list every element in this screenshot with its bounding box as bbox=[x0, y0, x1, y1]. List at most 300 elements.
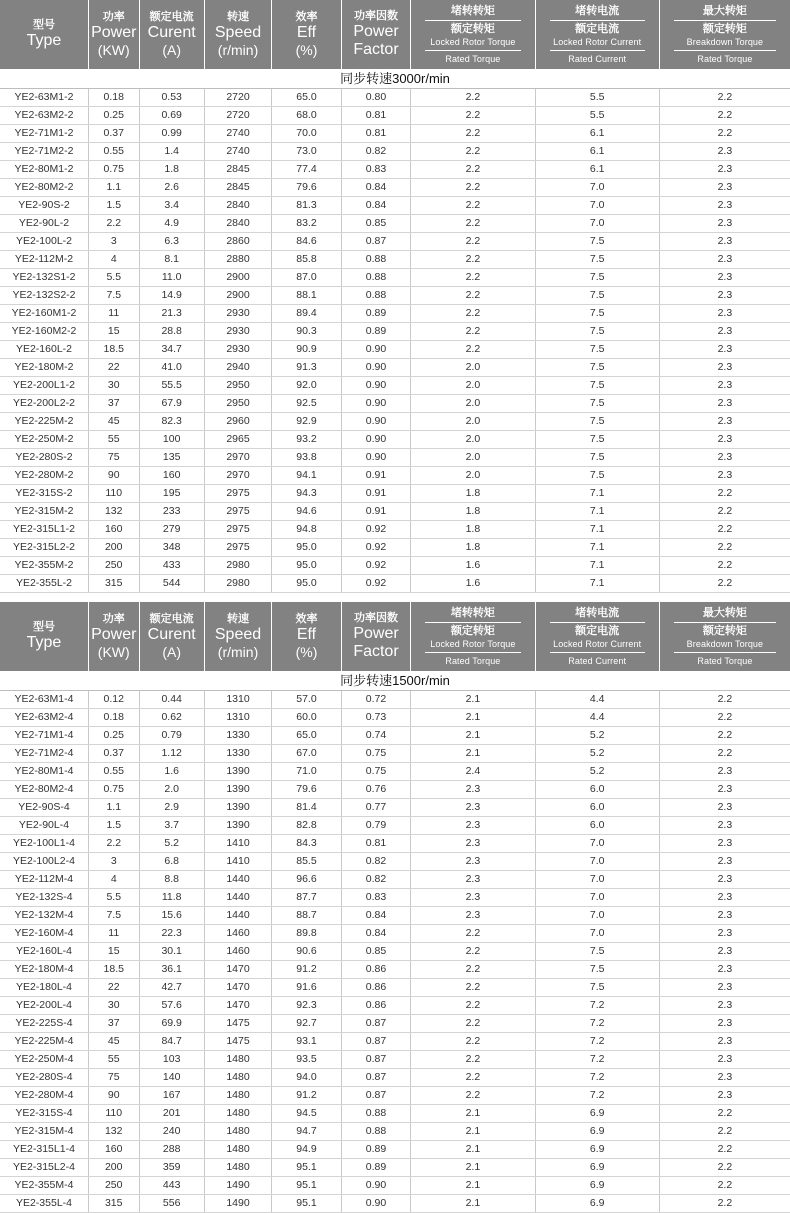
power-factor-cell: 0.81 bbox=[341, 107, 411, 125]
locked-rotor-current-cell: 7.1 bbox=[535, 575, 659, 593]
eff-cell: 89.8 bbox=[272, 925, 342, 943]
current-cell: 82.3 bbox=[139, 413, 204, 431]
locked-rotor-current-cell: 7.5 bbox=[535, 449, 659, 467]
breakdown-torque-cell: 2.2 bbox=[659, 745, 790, 763]
power-cell: 110 bbox=[88, 1105, 139, 1123]
power-cell: 22 bbox=[88, 979, 139, 997]
locked-rotor-torque-cell: 2.1 bbox=[411, 745, 535, 763]
model-cell: YE2-90L-4 bbox=[0, 817, 88, 835]
table-row bbox=[0, 907, 790, 925]
current-cell: 42.7 bbox=[139, 979, 204, 997]
eff-cell: 60.0 bbox=[272, 709, 342, 727]
speed-cell: 1480 bbox=[204, 1123, 271, 1141]
model-cell: YE2-250M-4 bbox=[0, 1051, 88, 1069]
locked-rotor-torque-cell: 2.3 bbox=[411, 817, 535, 835]
speed-cell: 2860 bbox=[204, 233, 271, 251]
breakdown-torque-cell: 2.2 bbox=[659, 503, 790, 521]
breakdown-torque-cell: 2.3 bbox=[659, 763, 790, 781]
eff-cell: 95.1 bbox=[272, 1195, 342, 1213]
model-cell: YE2-160M2-2 bbox=[0, 323, 88, 341]
breakdown-torque-cell: 2.3 bbox=[659, 799, 790, 817]
eff-cell: 85.5 bbox=[272, 853, 342, 871]
table-row bbox=[0, 287, 790, 305]
current-cell: 69.9 bbox=[139, 1015, 204, 1033]
locked-rotor-torque-cell: 2.2 bbox=[411, 125, 535, 143]
table-row bbox=[0, 1105, 790, 1123]
locked-rotor-torque-cell: 2.2 bbox=[411, 143, 535, 161]
speed-cell: 2950 bbox=[204, 377, 271, 395]
spec-table bbox=[0, 0, 790, 593]
power-factor-cell: 0.91 bbox=[341, 467, 411, 485]
current-cell: 135 bbox=[139, 449, 204, 467]
locked-rotor-torque-cell: 1.6 bbox=[411, 557, 535, 575]
locked-rotor-current-cell: 4.4 bbox=[535, 691, 659, 709]
locked-rotor-current-cell: 6.0 bbox=[535, 799, 659, 817]
current-cell: 41.0 bbox=[139, 359, 204, 377]
power-factor-cell: 0.84 bbox=[341, 907, 411, 925]
locked-rotor-current-cell: 7.0 bbox=[535, 907, 659, 925]
speed-cell: 1480 bbox=[204, 1105, 271, 1123]
power-factor-cell: 0.88 bbox=[341, 1105, 411, 1123]
power-factor-cell: 0.90 bbox=[341, 413, 411, 431]
model-cell: YE2-355M-4 bbox=[0, 1177, 88, 1195]
power-factor-cell: 0.92 bbox=[341, 521, 411, 539]
power-factor-cell: 0.73 bbox=[341, 709, 411, 727]
locked-rotor-torque-cell: 2.2 bbox=[411, 341, 535, 359]
locked-rotor-current-cell: 7.0 bbox=[535, 215, 659, 233]
table-row bbox=[0, 745, 790, 763]
breakdown-torque-cell: 2.3 bbox=[659, 467, 790, 485]
power-cell: 0.75 bbox=[88, 161, 139, 179]
current-cell: 433 bbox=[139, 557, 204, 575]
table-row bbox=[0, 781, 790, 799]
model-cell: YE2-315S-2 bbox=[0, 485, 88, 503]
table-row bbox=[0, 1033, 790, 1051]
locked-rotor-torque-cell: 2.0 bbox=[411, 377, 535, 395]
eff-cell: 79.6 bbox=[272, 781, 342, 799]
table-row bbox=[0, 1087, 790, 1105]
power-factor-header: 功率因数 Power Factor bbox=[341, 0, 411, 69]
power-factor-cell: 0.82 bbox=[341, 853, 411, 871]
current-cell: 0.69 bbox=[139, 107, 204, 125]
locked-rotor-torque-cell: 2.2 bbox=[411, 323, 535, 341]
eff-cell: 82.8 bbox=[272, 817, 342, 835]
breakdown-torque-cell: 2.3 bbox=[659, 961, 790, 979]
table-row bbox=[0, 799, 790, 817]
current-cell: 22.3 bbox=[139, 925, 204, 943]
locked-rotor-current-cell: 7.2 bbox=[535, 997, 659, 1015]
power-factor-cell: 0.89 bbox=[341, 1141, 411, 1159]
locked-rotor-torque-cell: 2.2 bbox=[411, 251, 535, 269]
power-factor-cell: 0.88 bbox=[341, 269, 411, 287]
eff-cell: 70.0 bbox=[272, 125, 342, 143]
type-header: 型号 Type bbox=[0, 602, 88, 671]
speed-cell: 1490 bbox=[204, 1177, 271, 1195]
model-cell: YE2-63M2-4 bbox=[0, 709, 88, 727]
breakdown-torque-cell: 2.3 bbox=[659, 853, 790, 871]
speed-cell: 2720 bbox=[204, 107, 271, 125]
sync-speed-label: 同步转速3000r/min bbox=[0, 69, 790, 89]
eff-cell: 93.5 bbox=[272, 1051, 342, 1069]
current-cell: 5.2 bbox=[139, 835, 204, 853]
locked-rotor-current-cell: 5.5 bbox=[535, 89, 659, 107]
locked-rotor-torque-cell: 2.2 bbox=[411, 1033, 535, 1051]
model-cell: YE2-90S-2 bbox=[0, 197, 88, 215]
breakdown-torque-cell: 2.3 bbox=[659, 197, 790, 215]
power-cell: 15 bbox=[88, 943, 139, 961]
locked-rotor-current-cell: 7.5 bbox=[535, 943, 659, 961]
eff-cell: 87.7 bbox=[272, 889, 342, 907]
locked-rotor-torque-cell: 2.0 bbox=[411, 467, 535, 485]
breakdown-torque-cell: 2.2 bbox=[659, 1159, 790, 1177]
table-row bbox=[0, 359, 790, 377]
eff-cell: 81.4 bbox=[272, 799, 342, 817]
current-cell: 21.3 bbox=[139, 305, 204, 323]
speed-cell: 2840 bbox=[204, 215, 271, 233]
model-cell: YE2-112M-2 bbox=[0, 251, 88, 269]
power-header: 功率 Power (KW) bbox=[88, 0, 139, 69]
current-cell: 359 bbox=[139, 1159, 204, 1177]
table-row bbox=[0, 943, 790, 961]
model-cell: YE2-315L2-4 bbox=[0, 1159, 88, 1177]
locked-rotor-torque-cell: 2.0 bbox=[411, 359, 535, 377]
table-row bbox=[0, 215, 790, 233]
model-cell: YE2-160M1-2 bbox=[0, 305, 88, 323]
power-factor-cell: 0.90 bbox=[341, 1195, 411, 1213]
eff-cell: 92.9 bbox=[272, 413, 342, 431]
speed-header: 转速 Speed (r/min) bbox=[204, 602, 271, 671]
model-cell: YE2-355M-2 bbox=[0, 557, 88, 575]
model-cell: YE2-71M1-4 bbox=[0, 727, 88, 745]
breakdown-torque-cell: 2.2 bbox=[659, 727, 790, 745]
power-cell: 0.37 bbox=[88, 745, 139, 763]
power-factor-cell: 0.87 bbox=[341, 1087, 411, 1105]
locked-rotor-current-cell: 7.5 bbox=[535, 395, 659, 413]
current-cell: 2.0 bbox=[139, 781, 204, 799]
power-factor-cell: 0.74 bbox=[341, 727, 411, 745]
breakdown-torque-cell: 2.2 bbox=[659, 709, 790, 727]
locked-rotor-current-cell: 7.0 bbox=[535, 925, 659, 943]
power-cell: 4 bbox=[88, 871, 139, 889]
locked-rotor-current-cell: 7.0 bbox=[535, 871, 659, 889]
speed-cell: 2720 bbox=[204, 89, 271, 107]
locked-rotor-current-cell: 7.0 bbox=[535, 853, 659, 871]
eff-cell: 95.1 bbox=[272, 1177, 342, 1195]
power-factor-cell: 0.75 bbox=[341, 763, 411, 781]
eff-cell: 95.0 bbox=[272, 575, 342, 593]
locked-rotor-current-cell: 5.2 bbox=[535, 745, 659, 763]
power-cell: 90 bbox=[88, 467, 139, 485]
current-cell: 0.79 bbox=[139, 727, 204, 745]
current-header: 额定电流 Curent (A) bbox=[139, 0, 204, 69]
eff-cell: 87.0 bbox=[272, 269, 342, 287]
locked-rotor-torque-cell: 2.2 bbox=[411, 179, 535, 197]
table-row bbox=[0, 539, 790, 557]
power-cell: 160 bbox=[88, 1141, 139, 1159]
power-cell: 37 bbox=[88, 395, 139, 413]
power-cell: 0.18 bbox=[88, 89, 139, 107]
eff-cell: 90.9 bbox=[272, 341, 342, 359]
power-factor-cell: 0.90 bbox=[341, 449, 411, 467]
speed-cell: 1390 bbox=[204, 781, 271, 799]
current-cell: 6.8 bbox=[139, 853, 204, 871]
table-row bbox=[0, 269, 790, 287]
table-row bbox=[0, 1123, 790, 1141]
locked-rotor-torque-cell: 2.3 bbox=[411, 799, 535, 817]
power-cell: 1.5 bbox=[88, 817, 139, 835]
section-gap bbox=[0, 593, 790, 602]
locked-rotor-current-header: 堵转电流 额定电流 Locked Rotor Current Rated Current bbox=[535, 602, 659, 671]
power-cell: 75 bbox=[88, 1069, 139, 1087]
table-row bbox=[0, 233, 790, 251]
type-header: 型号 Type bbox=[0, 0, 88, 69]
breakdown-torque-cell: 2.3 bbox=[659, 179, 790, 197]
breakdown-torque-cell: 2.2 bbox=[659, 485, 790, 503]
eff-cell: 94.8 bbox=[272, 521, 342, 539]
table-row bbox=[0, 161, 790, 179]
speed-cell: 1490 bbox=[204, 1195, 271, 1213]
locked-rotor-current-cell: 7.2 bbox=[535, 1069, 659, 1087]
breakdown-torque-cell: 2.2 bbox=[659, 89, 790, 107]
power-factor-cell: 0.84 bbox=[341, 197, 411, 215]
breakdown-torque-cell: 2.3 bbox=[659, 925, 790, 943]
speed-cell: 2845 bbox=[204, 161, 271, 179]
power-cell: 5.5 bbox=[88, 269, 139, 287]
power-cell: 132 bbox=[88, 1123, 139, 1141]
locked-rotor-torque-cell: 2.2 bbox=[411, 943, 535, 961]
eff-cell: 88.7 bbox=[272, 907, 342, 925]
speed-cell: 2960 bbox=[204, 413, 271, 431]
current-cell: 3.7 bbox=[139, 817, 204, 835]
current-cell: 30.1 bbox=[139, 943, 204, 961]
model-cell: YE2-200L-4 bbox=[0, 997, 88, 1015]
current-cell: 8.1 bbox=[139, 251, 204, 269]
table-row bbox=[0, 557, 790, 575]
eff-cell: 91.2 bbox=[272, 961, 342, 979]
locked-rotor-current-cell: 6.1 bbox=[535, 161, 659, 179]
model-cell: YE2-132S-4 bbox=[0, 889, 88, 907]
current-header: 额定电流 Curent (A) bbox=[139, 602, 204, 671]
table-row bbox=[0, 691, 790, 709]
current-cell: 240 bbox=[139, 1123, 204, 1141]
locked-rotor-torque-cell: 2.2 bbox=[411, 107, 535, 125]
table-row bbox=[0, 1159, 790, 1177]
current-cell: 288 bbox=[139, 1141, 204, 1159]
locked-rotor-torque-cell: 2.1 bbox=[411, 709, 535, 727]
locked-rotor-current-cell: 7.1 bbox=[535, 539, 659, 557]
locked-rotor-torque-cell: 1.6 bbox=[411, 575, 535, 593]
table-row bbox=[0, 143, 790, 161]
current-cell: 160 bbox=[139, 467, 204, 485]
table-row bbox=[0, 251, 790, 269]
breakdown-torque-cell: 2.3 bbox=[659, 323, 790, 341]
eff-cell: 95.0 bbox=[272, 539, 342, 557]
breakdown-torque-header: 最大转矩 额定转矩 Breakdown Torque Rated Torque bbox=[659, 0, 790, 69]
power-factor-cell: 0.79 bbox=[341, 817, 411, 835]
locked-rotor-current-cell: 6.9 bbox=[535, 1123, 659, 1141]
locked-rotor-torque-cell: 1.8 bbox=[411, 485, 535, 503]
power-factor-cell: 0.81 bbox=[341, 835, 411, 853]
speed-cell: 1440 bbox=[204, 871, 271, 889]
locked-rotor-torque-cell: 2.2 bbox=[411, 1051, 535, 1069]
model-cell: YE2-280M-2 bbox=[0, 467, 88, 485]
locked-rotor-torque-cell: 2.1 bbox=[411, 1105, 535, 1123]
breakdown-torque-cell: 2.3 bbox=[659, 161, 790, 179]
power-factor-cell: 0.88 bbox=[341, 1123, 411, 1141]
breakdown-torque-cell: 2.3 bbox=[659, 233, 790, 251]
power-factor-cell: 0.75 bbox=[341, 745, 411, 763]
breakdown-torque-cell: 2.3 bbox=[659, 377, 790, 395]
breakdown-torque-cell: 2.3 bbox=[659, 781, 790, 799]
speed-cell: 1460 bbox=[204, 943, 271, 961]
current-cell: 55.5 bbox=[139, 377, 204, 395]
eff-cell: 92.0 bbox=[272, 377, 342, 395]
locked-rotor-torque-cell: 1.8 bbox=[411, 539, 535, 557]
power-cell: 11 bbox=[88, 925, 139, 943]
speed-cell: 1480 bbox=[204, 1051, 271, 1069]
locked-rotor-torque-cell: 2.1 bbox=[411, 727, 535, 745]
breakdown-torque-cell: 2.3 bbox=[659, 251, 790, 269]
speed-cell: 2900 bbox=[204, 287, 271, 305]
current-cell: 1.8 bbox=[139, 161, 204, 179]
power-factor-cell: 0.80 bbox=[341, 89, 411, 107]
locked-rotor-torque-cell: 2.3 bbox=[411, 781, 535, 799]
speed-cell: 2970 bbox=[204, 467, 271, 485]
speed-cell: 1460 bbox=[204, 925, 271, 943]
eff-cell: 92.3 bbox=[272, 997, 342, 1015]
breakdown-torque-cell: 2.3 bbox=[659, 305, 790, 323]
eff-cell: 83.2 bbox=[272, 215, 342, 233]
power-factor-cell: 0.87 bbox=[341, 1033, 411, 1051]
model-cell: YE2-315S-4 bbox=[0, 1105, 88, 1123]
breakdown-torque-cell: 2.3 bbox=[659, 979, 790, 997]
speed-cell: 2980 bbox=[204, 557, 271, 575]
power-cell: 3 bbox=[88, 233, 139, 251]
speed-cell: 1480 bbox=[204, 1069, 271, 1087]
locked-rotor-torque-cell: 2.3 bbox=[411, 871, 535, 889]
table-row bbox=[0, 107, 790, 125]
power-cell: 30 bbox=[88, 997, 139, 1015]
locked-rotor-torque-cell: 2.1 bbox=[411, 1141, 535, 1159]
eff-cell: 84.3 bbox=[272, 835, 342, 853]
speed-cell: 2940 bbox=[204, 359, 271, 377]
model-cell: YE2-63M1-4 bbox=[0, 691, 88, 709]
model-cell: YE2-280M-4 bbox=[0, 1087, 88, 1105]
speed-cell: 2740 bbox=[204, 125, 271, 143]
power-cell: 1.1 bbox=[88, 179, 139, 197]
speed-cell: 2880 bbox=[204, 251, 271, 269]
current-cell: 0.53 bbox=[139, 89, 204, 107]
power-cell: 4 bbox=[88, 251, 139, 269]
power-factor-cell: 0.90 bbox=[341, 431, 411, 449]
locked-rotor-current-cell: 7.2 bbox=[535, 1087, 659, 1105]
power-cell: 45 bbox=[88, 1033, 139, 1051]
eff-cell: 81.3 bbox=[272, 197, 342, 215]
power-factor-cell: 0.92 bbox=[341, 557, 411, 575]
locked-rotor-torque-cell: 2.2 bbox=[411, 997, 535, 1015]
locked-rotor-current-cell: 6.9 bbox=[535, 1195, 659, 1213]
speed-cell: 1440 bbox=[204, 889, 271, 907]
locked-rotor-current-cell: 7.1 bbox=[535, 503, 659, 521]
header-row bbox=[0, 0, 790, 69]
locked-rotor-torque-cell: 2.0 bbox=[411, 431, 535, 449]
power-factor-cell: 0.89 bbox=[341, 1159, 411, 1177]
model-cell: YE2-315M-2 bbox=[0, 503, 88, 521]
breakdown-torque-cell: 2.3 bbox=[659, 889, 790, 907]
locked-rotor-torque-cell: 2.2 bbox=[411, 979, 535, 997]
locked-rotor-current-cell: 7.5 bbox=[535, 305, 659, 323]
locked-rotor-torque-cell: 2.3 bbox=[411, 853, 535, 871]
speed-cell: 1480 bbox=[204, 1159, 271, 1177]
table-row bbox=[0, 413, 790, 431]
table-row bbox=[0, 89, 790, 107]
power-factor-cell: 0.86 bbox=[341, 961, 411, 979]
eff-cell: 93.2 bbox=[272, 431, 342, 449]
speed-cell: 1470 bbox=[204, 961, 271, 979]
breakdown-torque-cell: 2.3 bbox=[659, 943, 790, 961]
power-factor-cell: 0.87 bbox=[341, 1069, 411, 1087]
locked-rotor-torque-cell: 2.2 bbox=[411, 197, 535, 215]
power-cell: 3 bbox=[88, 853, 139, 871]
eff-cell: 93.8 bbox=[272, 449, 342, 467]
speed-cell: 2930 bbox=[204, 341, 271, 359]
table-row bbox=[0, 341, 790, 359]
current-cell: 2.9 bbox=[139, 799, 204, 817]
breakdown-torque-cell: 2.3 bbox=[659, 359, 790, 377]
model-cell: YE2-63M2-2 bbox=[0, 107, 88, 125]
locked-rotor-current-cell: 5.5 bbox=[535, 107, 659, 125]
power-factor-cell: 0.90 bbox=[341, 359, 411, 377]
locked-rotor-current-cell: 4.4 bbox=[535, 709, 659, 727]
locked-rotor-torque-cell: 1.8 bbox=[411, 521, 535, 539]
breakdown-torque-header: 最大转矩 额定转矩 Breakdown Torque Rated Torque bbox=[659, 602, 790, 671]
current-cell: 140 bbox=[139, 1069, 204, 1087]
current-cell: 3.4 bbox=[139, 197, 204, 215]
model-cell: YE2-315L2-2 bbox=[0, 539, 88, 557]
speed-cell: 1390 bbox=[204, 799, 271, 817]
breakdown-torque-cell: 2.2 bbox=[659, 107, 790, 125]
power-factor-cell: 0.77 bbox=[341, 799, 411, 817]
power-factor-cell: 0.86 bbox=[341, 997, 411, 1015]
model-cell: YE2-80M2-2 bbox=[0, 179, 88, 197]
table-row bbox=[0, 817, 790, 835]
power-factor-cell: 0.90 bbox=[341, 377, 411, 395]
table-row bbox=[0, 871, 790, 889]
locked-rotor-torque-cell: 2.2 bbox=[411, 1069, 535, 1087]
speed-cell: 1310 bbox=[204, 691, 271, 709]
breakdown-torque-cell: 2.3 bbox=[659, 413, 790, 431]
speed-cell: 2965 bbox=[204, 431, 271, 449]
speed-cell: 1330 bbox=[204, 745, 271, 763]
power-cell: 0.25 bbox=[88, 107, 139, 125]
current-cell: 103 bbox=[139, 1051, 204, 1069]
speed-cell: 2740 bbox=[204, 143, 271, 161]
speed-cell: 1390 bbox=[204, 763, 271, 781]
current-cell: 279 bbox=[139, 521, 204, 539]
locked-rotor-current-cell: 7.5 bbox=[535, 961, 659, 979]
table-row bbox=[0, 1141, 790, 1159]
model-cell: YE2-355L-4 bbox=[0, 1195, 88, 1213]
eff-cell: 95.0 bbox=[272, 557, 342, 575]
table-row bbox=[0, 485, 790, 503]
locked-rotor-current-cell: 7.5 bbox=[535, 467, 659, 485]
table-row bbox=[0, 197, 790, 215]
locked-rotor-torque-cell: 2.2 bbox=[411, 269, 535, 287]
power-cell: 0.37 bbox=[88, 125, 139, 143]
breakdown-torque-cell: 2.3 bbox=[659, 1087, 790, 1105]
header-row bbox=[0, 602, 790, 671]
sync-speed-label: 同步转速1500r/min bbox=[0, 671, 790, 691]
